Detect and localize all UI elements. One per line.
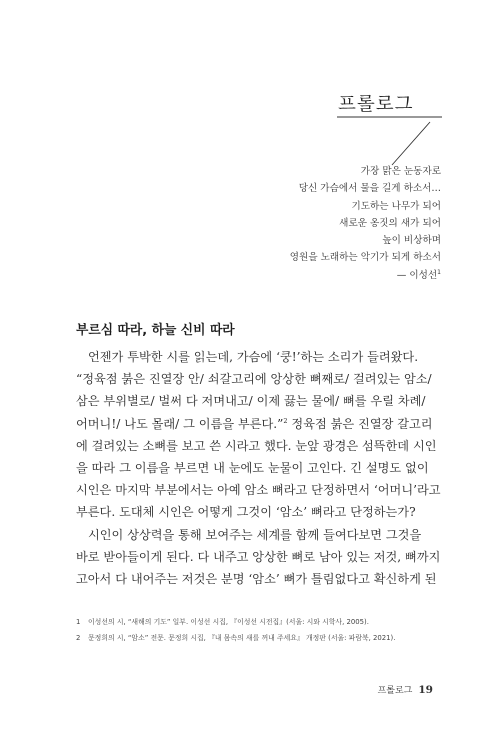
footnote [76, 614, 436, 630]
body-line: 삼은 부위별로/ 벌써 다 저며내고/ 이제 끓는 물에/ 뼈를 우릴 차례/ [76, 394, 426, 409]
body-line: 에 걸려있는 소뼈를 보고 쓴 시라고 했다. 눈앞 광경은 섬뜩한데 시인 [76, 438, 437, 453]
body-line: 바로 받아들이게 된다. 다 내주고 앙상한 뼈로 남아 있는 저것, 뼈까지 [76, 549, 441, 564]
body-line: 부른다. 도대체 시인은 어떻게 그것이 ‘암소’ 뼈라고 단정하는가? [76, 505, 416, 520]
body-line-segment: 정육점 붉은 진열장 갈고리 [287, 416, 433, 431]
page-number: 19 [418, 684, 433, 696]
body-line: 고아서 다 내어주는 저것은 분명 ‘암소’ 뼈가 틀림없다고 확신하게 된 [76, 572, 437, 587]
epigraph-line: 가장 맑은 눈동자로 [360, 166, 441, 177]
epigraph-attribution [181, 267, 441, 284]
footnotes [76, 614, 436, 646]
footnote [76, 630, 436, 646]
epigraph-line: 기도하는 나무가 되어 [351, 200, 441, 212]
footnote-ref-1[interactable]: 1 [437, 268, 441, 276]
footnote-number: 1 [76, 618, 81, 626]
body-line: 언젠가 투박한 시를 읽는데, 가슴에 ‘쿵!’하는 소리가 들려왔다. [88, 350, 419, 364]
footnote-number: 2 [76, 634, 81, 642]
epigraph-line: 당신 가슴에서 물을 길게 하소서… [298, 183, 441, 195]
running-title: 프롤로그 [377, 686, 413, 696]
chapter-title: 프롤로그 [338, 94, 414, 115]
epigraph-line: 새로운 옹짓의 새가 되어 [339, 217, 441, 229]
attribution-text: — 이성선 [396, 269, 438, 281]
body-text [76, 346, 441, 590]
body-line-with-note [76, 413, 433, 435]
body-line: 을 따라 그 이름을 부르면 내 눈에도 눈물이 고인다. 긴 설명도 없이 [76, 461, 429, 476]
epigraph [181, 163, 441, 284]
body-line: 시인은 마지막 부분에서는 아예 암소 뼈라고 단정하면서 ‘어머니’라고 [76, 483, 441, 498]
body-line-segment: 어머니!/ 나도 몰래/ 그 이름을 부른다.” [76, 416, 284, 431]
body-line: 시인이 상상력을 통해 보여주는 세계를 함께 들여다보면 그것을 [88, 527, 422, 542]
epigraph-line: 영원을 노래하는 악기가 되게 하소서 [289, 252, 441, 264]
body-line: “정육점 붉은 진열장 안/ 쇠갈고리에 앙상한 뼈째로/ 걸려있는 암소/ [76, 372, 432, 387]
footnote-text: 이성선의 시, “새해의 기도” 일부. 이성선 시집, 『이성선 시전집』(서울: 시와 시학사, 2005). [88, 618, 369, 626]
footnote-ref-2[interactable]: 2 [283, 416, 288, 425]
page-footer [378, 683, 433, 696]
epigraph-line: 높이 비상하며 [382, 235, 441, 247]
section-heading: 부르심 따라, 하늘 신비 따라 [76, 323, 235, 338]
footnote-text: 문정희의 시, “암소” 전문. 문정희 시집, 『내 몸속의 새를 꺼내 주세요』 개정판 (서울: 파람북, 2021). [88, 634, 396, 642]
